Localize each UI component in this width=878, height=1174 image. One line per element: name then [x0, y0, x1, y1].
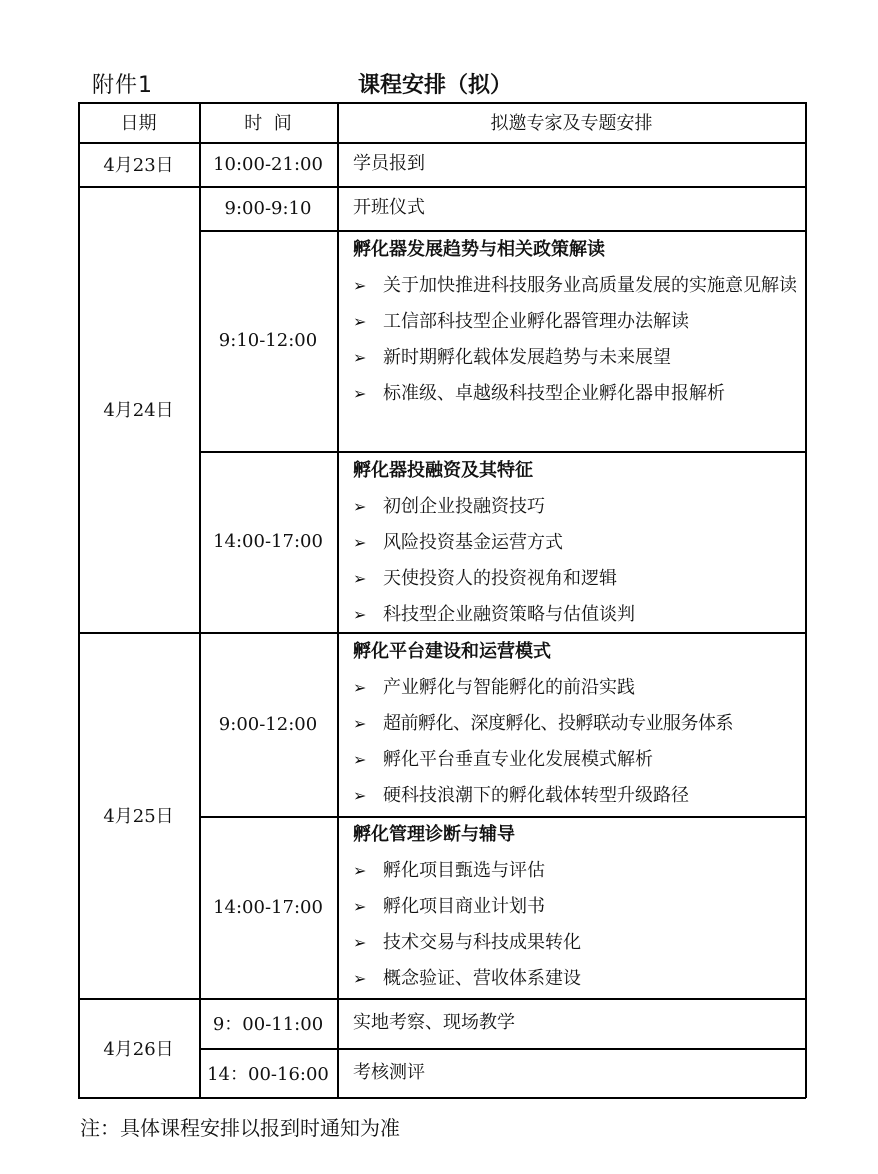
arrowhead-bullet-icon: ➢ [353, 750, 367, 769]
arrowhead-bullet-icon: ➢ [353, 786, 367, 805]
footnote: 注：具体课程安排以报到时通知为准 [80, 1116, 400, 1140]
arrowhead-bullet-icon: ➢ [353, 969, 367, 988]
list-item: ➢ 关于加快推进科技服务业高质量发展的实施意见解读 [345, 268, 805, 304]
session-topic: 孵化平台建设和运营模式 [353, 641, 551, 662]
arrowhead-bullet-icon: ➢ [353, 384, 367, 403]
content-cell [345, 146, 805, 182]
session-topic: 孵化器发展趋势与相关政策解读 [353, 239, 605, 260]
attachment-label: 附件1 [92, 73, 153, 98]
arrowhead-bullet-icon: ➢ [353, 605, 367, 624]
time-cell: 14:00-17:00 [213, 896, 323, 918]
time-cell: 9:00-12:00 [218, 713, 318, 735]
header-time: 时 间 [244, 113, 292, 134]
arrowhead-bullet-icon: ➢ [353, 714, 367, 733]
arrowhead-bullet-icon: ➢ [353, 312, 367, 331]
topic-list [345, 268, 805, 412]
arrowhead-bullet-icon: ➢ [353, 533, 367, 552]
session-text: 开班仪式 [353, 197, 425, 218]
list-item: ➢ 概念验证、营收体系建设 [345, 961, 805, 997]
list-item: ➢ 孵化项目甄选与评估 [345, 853, 805, 889]
time-cell: 14：00-16:00 [207, 1064, 329, 1085]
time-cell: 14:00-17:00 [213, 531, 323, 552]
list-item: ➢ 标准级、卓越级科技型企业孵化器申报解析 [345, 376, 805, 412]
session-topic: 孵化管理诊断与辅导 [353, 824, 515, 845]
date-cell: 4月26日 [103, 1039, 174, 1060]
arrowhead-bullet-icon: ➢ [353, 678, 367, 697]
header-date: 日期 [120, 113, 157, 134]
list-item: ➢ 技术交易与科技成果转化 [345, 925, 805, 961]
list-item: ➢ 工信部科技型企业孵化器管理办法解读 [345, 304, 805, 340]
list-item: ➢ 硬科技浪潮下的孵化载体转型升级路径 [345, 778, 805, 814]
list-item: ➢ 孵化项目商业计划书 [345, 889, 805, 925]
content-cell [345, 634, 805, 814]
header-content: 拟邀专家及专题安排 [490, 113, 653, 134]
content-cell [345, 190, 805, 226]
list-item: ➢ 初创企业投融资技巧 [345, 489, 805, 525]
time-cell: 9:00-9:10 [224, 197, 312, 219]
content-cell [345, 453, 805, 633]
list-item: ➢ 产业孵化与智能孵化的前沿实践 [345, 670, 805, 706]
list-item: ➢ 超前孵化、深度孵化、投孵联动专业服务体系 [345, 706, 805, 742]
time-cell: 9:10-12:00 [218, 330, 318, 351]
page-title: 课程安排（拟） [358, 73, 513, 98]
list-item: ➢ 风险投资基金运营方式 [345, 525, 805, 561]
content-cell [345, 1055, 805, 1091]
session-text: 实地考察、现场教学 [353, 1012, 515, 1033]
date-cell: 4月23日 [103, 155, 174, 176]
arrowhead-bullet-icon: ➢ [353, 897, 367, 916]
session-text: 学员报到 [353, 153, 425, 174]
list-item: ➢ 天使投资人的投资视角和逻辑 [345, 561, 805, 597]
arrowhead-bullet-icon: ➢ [353, 348, 367, 367]
schedule-table [78, 102, 806, 1098]
session-text: 考核测评 [353, 1062, 425, 1083]
topic-list [345, 853, 805, 997]
divider-time-content [337, 102, 339, 1098]
session-topic: 孵化器投融资及其特征 [353, 460, 533, 481]
arrowhead-bullet-icon: ➢ [353, 933, 367, 952]
date-cell: 4月25日 [103, 806, 174, 827]
topic-list [345, 489, 805, 633]
arrowhead-bullet-icon: ➢ [353, 276, 367, 295]
date-cell: 4月24日 [103, 400, 174, 421]
time-cell: 9：00-11:00 [212, 1014, 324, 1035]
content-cell [345, 232, 805, 412]
time-cell: 10:00-21:00 [213, 153, 323, 175]
table-border-right [805, 102, 807, 1098]
list-item: ➢ 科技型企业融资策略与估值谈判 [345, 597, 805, 633]
arrowhead-bullet-icon: ➢ [353, 569, 367, 588]
topic-list [345, 670, 805, 814]
content-cell [345, 1005, 805, 1041]
arrowhead-bullet-icon: ➢ [353, 861, 367, 880]
content-cell [345, 817, 805, 997]
list-item: ➢ 孵化平台垂直专业化发展模式解析 [345, 742, 805, 778]
arrowhead-bullet-icon: ➢ [353, 497, 367, 516]
list-item: ➢ 新时期孵化载体发展趋势与未来展望 [345, 340, 805, 376]
